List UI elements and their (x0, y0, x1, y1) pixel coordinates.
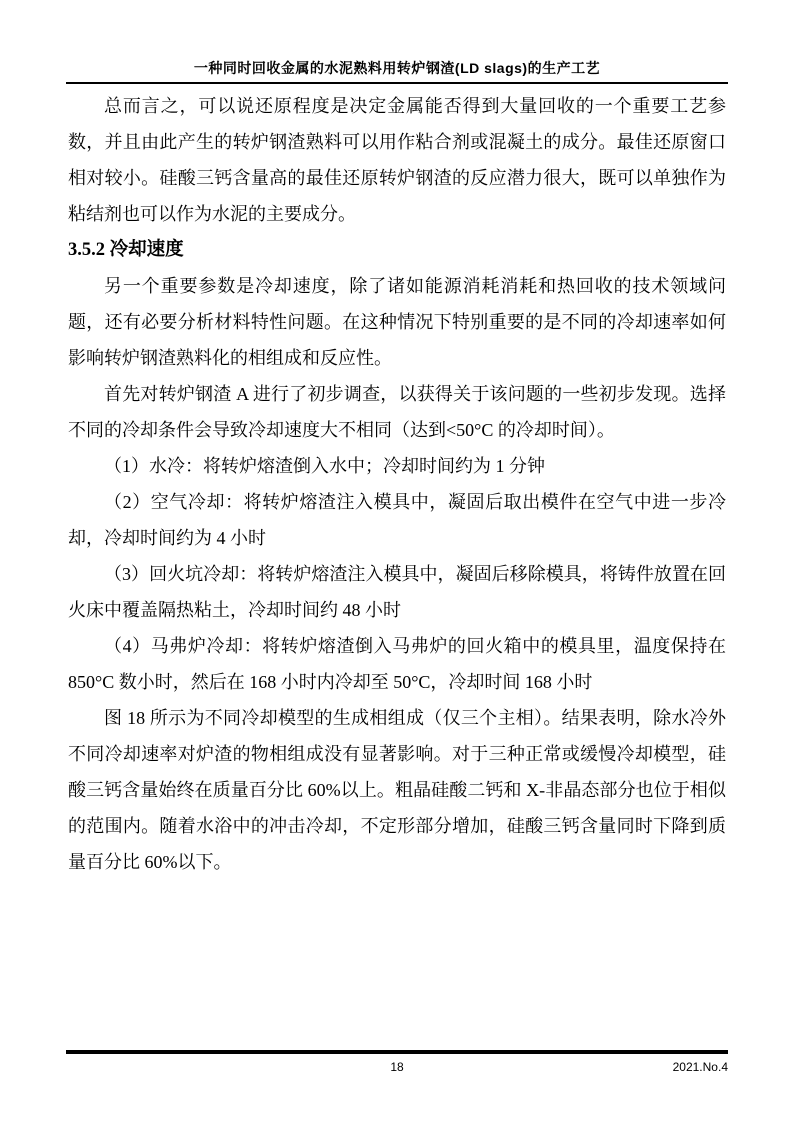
cooling-method-item-water: （1）水冷：将转炉熔渣倒入水中；冷却时间约为 1 分钟 (104, 456, 545, 476)
document-body (68, 88, 726, 880)
header-title: 一种同时回收金属的水泥熟料用转炉钢渣(LD slags)的生产工艺 (193, 60, 601, 76)
paragraph-summary: 总而言之，可以说还原程度是决定金属能否得到大量回收的一个重要工艺参数，并且由此产生的转炉钢渣熟料可以用作粘合剂或混凝土的成分。最佳还原窗口相对较小。硅酸三钙含量高的最佳还原转炉钢渣的反应潜力很大，既可以单独作为粘结剂也可以作为水泥的主要成分。 (68, 96, 726, 224)
page-number: 18 (390, 1060, 404, 1074)
footer-rule (66, 1050, 728, 1054)
page-footer (66, 1058, 728, 1076)
cooling-method-item-tempering-pit: （3）回火坑冷却：将转炉熔渣注入模具中，凝固后移除模具，将铸件放置在回火床中覆盖隔热粘土，冷却时间约 48 小时 (68, 564, 726, 620)
paragraph-investigation: 首先对转炉钢渣 A 进行了初步调查，以获得关于该问题的一些初步发现。选择不同的冷却条件会导致冷却速度大不相同（达到<50°C 的冷却时间）。 (68, 384, 726, 440)
issue-label: 2021.No.4 (672, 1060, 728, 1074)
cooling-method-item-muffle-furnace: （4）马弗炉冷却：将转炉熔渣倒入马弗炉的回火箱中的模具里，温度保持在850°C 数小时，然后在 168 小时内冷却至 50°C，冷却时间 168 小时 (68, 636, 726, 692)
section-heading: 3.5.2 冷却速度 (68, 240, 184, 260)
paragraph-results: 图 18 所示为不同冷却模型的生成相组成（仅三个主相）。结果表明，除水冷外不同冷却速率对炉渣的物相组成没有显著影响。对于三种正常或缓慢冷却模型，硅酸三钙含量始终在质量百分比 60%以上。粗晶硅酸二钙和 X-非晶态部分也位于相似的范围内。随着水浴中的冲击冷却，不定形部分增加，硅酸三钙含量同时下降到质量百分比 60%以下。 (68, 708, 726, 872)
page-header (66, 57, 728, 84)
paragraph-cooling-intro: 另一个重要参数是冷却速度，除了诸如能源消耗消耗和热回收的技术领域问题，还有必要分析材料特性问题。在这种情况下特别重要的是不同的冷却速率如何影响转炉钢渣熟料化的相组成和反应性。 (68, 276, 726, 368)
header-rule (66, 82, 728, 84)
cooling-method-item-air: （2）空气冷却：将转炉熔渣注入模具中，凝固后取出模件在空气中进一步冷却，冷却时间约为 4 小时 (68, 492, 726, 548)
